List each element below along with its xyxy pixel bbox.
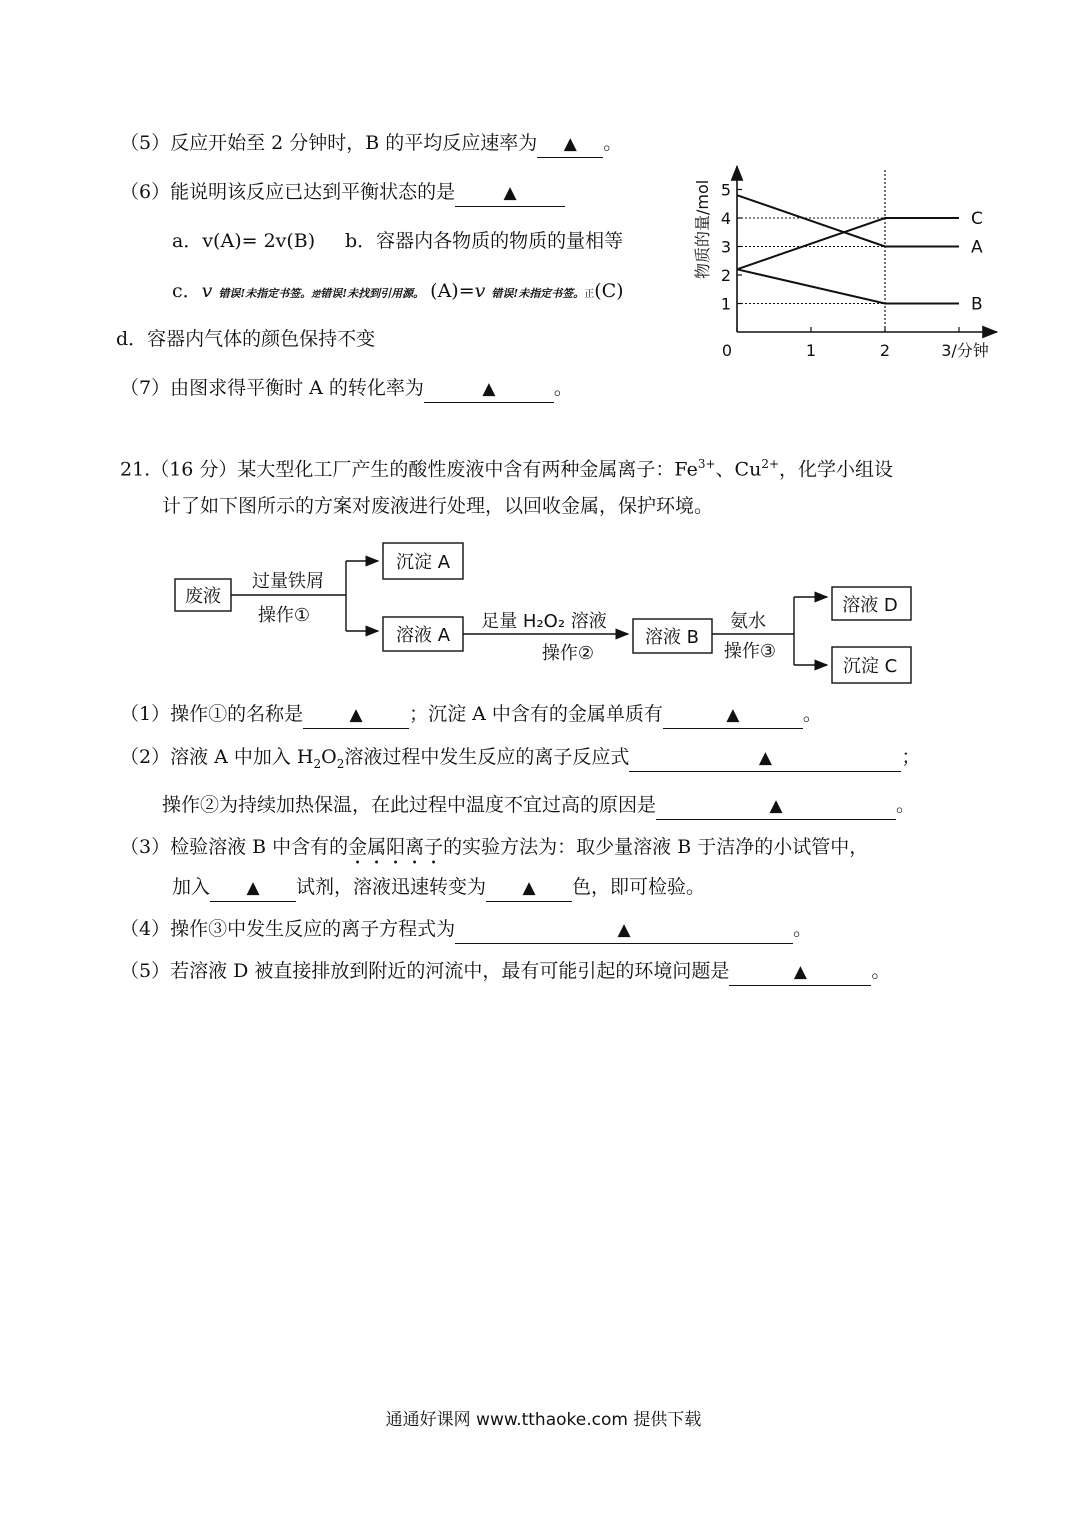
label-solution-d: 溶液 D: [842, 595, 898, 616]
q20-option-d: d．容器内气体的颜色保持不变: [116, 328, 376, 350]
y-tick-label-5: 5: [720, 180, 731, 200]
q21-part3: （3）检验溶液 B 中含有的金属阳离子的实验方法为：取少量溶液 B 于洁净的小试管中，: [120, 836, 869, 858]
series-label-C: C: [971, 209, 983, 229]
x-tick-label-2: 2: [879, 341, 891, 360]
footer-source: 通通好课网 www.tthaoke.com 提供下载: [385, 1410, 702, 1430]
series-line-C: [737, 218, 959, 269]
q21-intro-line1: 21.（16 分）某大型化工厂产生的酸性废液中含有两种金属离子：$Fe^{3+}$、$Cu^{2+}$，化学小组设: [120, 457, 894, 481]
q20-option-b: b．容器内各物质的物质的量相等: [345, 230, 624, 252]
label-h2o2: 足量 H₂O₂ 溶液: [481, 611, 607, 632]
label-iron: 过量铁屑: [252, 571, 324, 592]
q21-part4: （4）操作③中发生反应的离子方程式为 ▲ 。: [120, 916, 812, 944]
y-tick-label-1: 1: [720, 294, 731, 314]
q20-option-a: a．v(A)= 2v(B): [172, 230, 316, 252]
x-tick-label-1: 1: [805, 341, 817, 360]
label-ammonia: 氨水: [730, 611, 766, 632]
q20-part6: （6）能说明该反应已达到平衡状态的是 ▲: [120, 179, 565, 207]
q21-part2: （2）溶液 A 中加入 $H_2O_2$溶液过程中发生反应的离子反应式 ▲ ；: [120, 746, 921, 771]
q21-part5: （5）若溶液 D 被直接排放到附近的河流中，最有可能引起的环境问题是 ▲ 。: [120, 958, 890, 986]
series-label-B: B: [971, 294, 983, 315]
y-axis-label: 物质的量/mol: [693, 179, 712, 280]
q21-part1: （1）操作①的名称是 ▲ ；沉淀 A 中含有的金属单质有 ▲ 。: [120, 701, 822, 729]
label-op1: 操作①: [257, 605, 311, 626]
y-tick-label-3: 3: [720, 237, 731, 257]
q20-part7: （7）由图求得平衡时 A 的转化率为 ▲ 。: [120, 375, 573, 403]
amount-vs-time-chart: [690, 162, 1010, 362]
label-solution-a: 溶液 A: [395, 625, 451, 646]
y-tick-label-2: 2: [720, 266, 731, 285]
q20-part5: （5）反应开始至 2 分钟时，B 的平均反应速率为 ▲ 。: [120, 130, 622, 158]
treatment-flow-diagram: [170, 535, 930, 695]
series-line-B: [737, 269, 959, 303]
q20-option-c: c．v 错误!未指定书签。逆错误!未找到引用源。 (A)=v 错误!未指定书签。正(C): [172, 280, 624, 302]
label-solution-b: 溶液 B: [644, 627, 700, 648]
label-waste: 废液: [185, 586, 221, 607]
q21-part2b: 操作②为持续加热保温，在此过程中温度不宜过高的原因是 ▲ 。: [162, 792, 915, 820]
x-axis-label: 3/分钟: [941, 341, 989, 360]
series-label-A: A: [971, 237, 983, 258]
label-precipitate-c: 沉淀 C: [842, 656, 898, 677]
q21-intro-line2: 计了如下图所示的方案对废液进行处理，以回收金属，保护环境。: [162, 495, 714, 517]
y-tick-label-4: 4: [720, 209, 731, 228]
series-line-A: [737, 195, 959, 246]
x-tick-label-0: 0: [721, 341, 733, 360]
label-op2: 操作②: [541, 643, 595, 664]
label-precipitate-a: 沉淀 A: [395, 552, 451, 573]
q21-part3b: 加入 ▲ 试剂，溶液迅速转变为 ▲ 色，即可检验。: [172, 874, 705, 902]
label-op3: 操作③: [723, 641, 777, 662]
